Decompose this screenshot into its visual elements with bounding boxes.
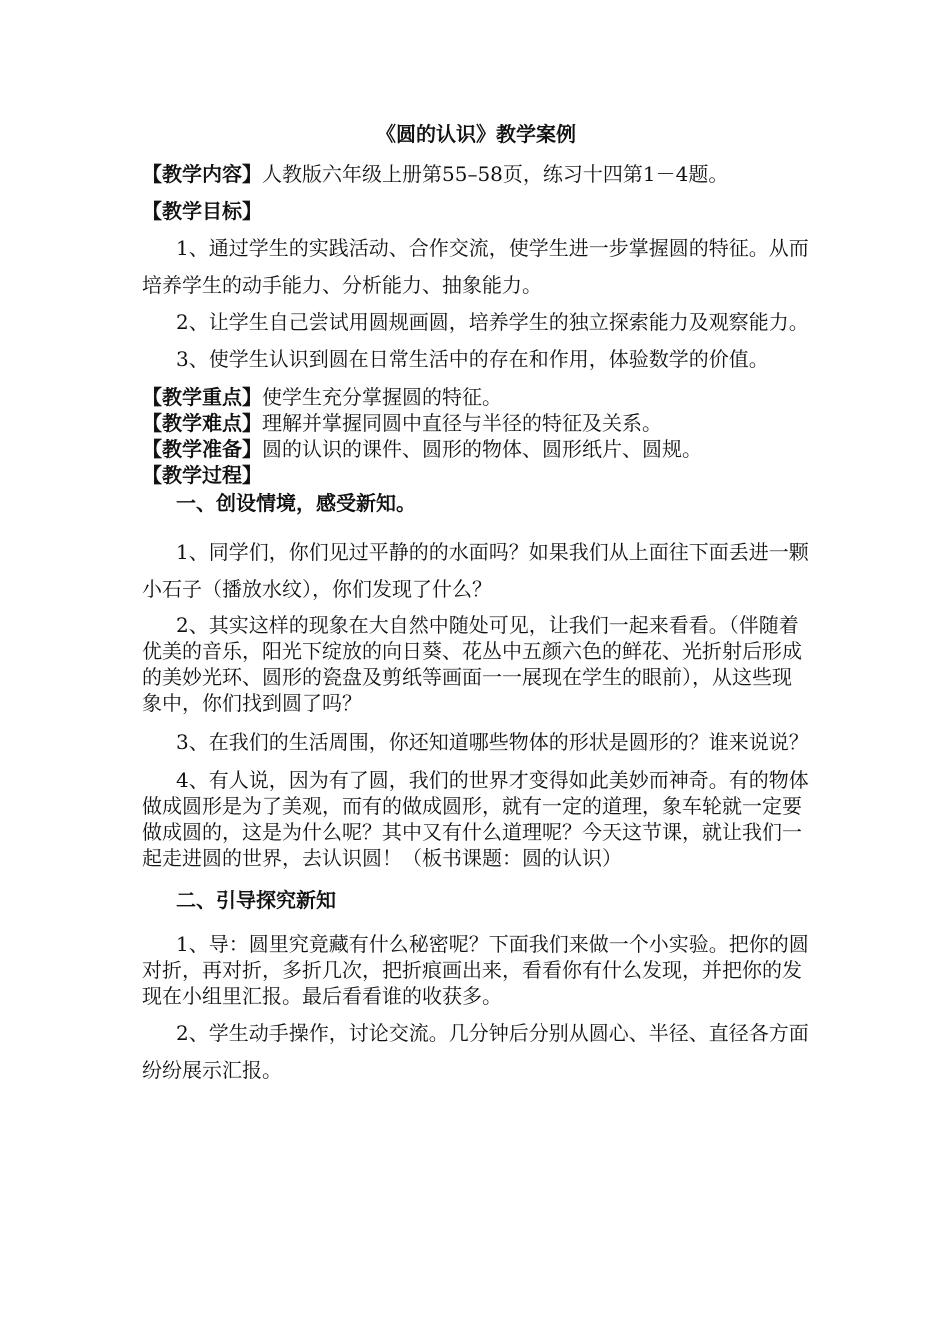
section1-item-3: 3、在我们的生活周围，你还知道哪些物体的形状是圆形的？谁来说说？ [176,730,809,754]
section1-heading: 一、创设情境，感受新知。 [176,491,416,515]
teaching-content-label: 【教学内容】 [142,162,262,186]
section1-item-1: 1、同学们，你们见过平静的的水面吗？如果我们从上面往下面丢进一颗小石子（播放水纹），你们发现了什么？ [142,540,809,601]
teaching-content-text: 人教版六年级上册第55–58页，练习十四第1－4题。 [262,162,729,186]
section2-item-1: 1、导：圆里究竟藏有什么秘密呢？下面我们来做一个小实验。把你的圆对折，再对折，多折几次，把折痕画出来，看看你有什么发现，并把你的发现在小组里汇报。最后看看谁的收获多。 [142,932,809,1008]
teaching-key [142,384,810,410]
section1-item-4: 4、有人说，因为有了圆，我们的世界才变得如此美妙而神奇。有的物体做成圆形是为了美观，而有的做成圆形，就有一定的道理，象车轮就一定要做成圆的，这是为什么呢？其中又有什么道理呢？今天这节课，就让我们一起走进圆的世界，去认识圆！（板书课题：圆的认识） [142,768,809,870]
goal-item-3: 3、使学生认识到圆在日常生活中的存在和作用，体验数学的价值。 [176,347,769,371]
teaching-process-label: 【教学过程】 [142,463,262,487]
teaching-content [142,156,810,193]
teaching-difficulty-label: 【教学难点】 [142,411,262,435]
teaching-prep-text: 圆的认识的课件、圆形的物体、圆形纸片、圆规。 [262,437,702,461]
teaching-difficulty [142,410,810,436]
section2-item-2: 2、学生动手操作，讨论交流。几分钟后分别从圆心、半径、直径各方面纷纷展示汇报。 [142,1021,809,1082]
document-title: 《圆的认识》教学案例 [376,122,576,146]
goal-item-1: 1、通过学生的实践活动、合作交流，使学生进一步掌握圆的特征。从而培养学生的动手能力、分析能力、抽象能力。 [142,236,809,297]
goal-item-2: 2、让学生自己尝试用圆规画圆，培养学生的独立探索能力及观察能力。 [176,310,809,334]
section1-item-2: 2、其实这样的现象在大自然中随处可见，让我们一起来看看。（伴随着优美的音乐，阳光下绽放的向日葵、花丛中五颜六色的鲜花、光折射后形成的美妙光环、圆形的瓷盘及剪纸等画面一一展现在学生的眼前），从这些现象中，你们找到圆了吗？ [142,613,802,715]
teaching-prep-label: 【教学准备】 [142,437,262,461]
teaching-difficulty-text: 理解并掌握同圆中直径与半径的特征及关系。 [262,411,662,435]
teaching-goals-label: 【教学目标】 [142,199,262,223]
teaching-key-label: 【教学重点】 [142,385,262,409]
document-page [142,118,810,1089]
section2-heading: 二、引导探究新知 [176,888,336,912]
teaching-key-text: 使学生充分掌握圆的特征。 [262,385,502,409]
teaching-prep [142,436,810,462]
